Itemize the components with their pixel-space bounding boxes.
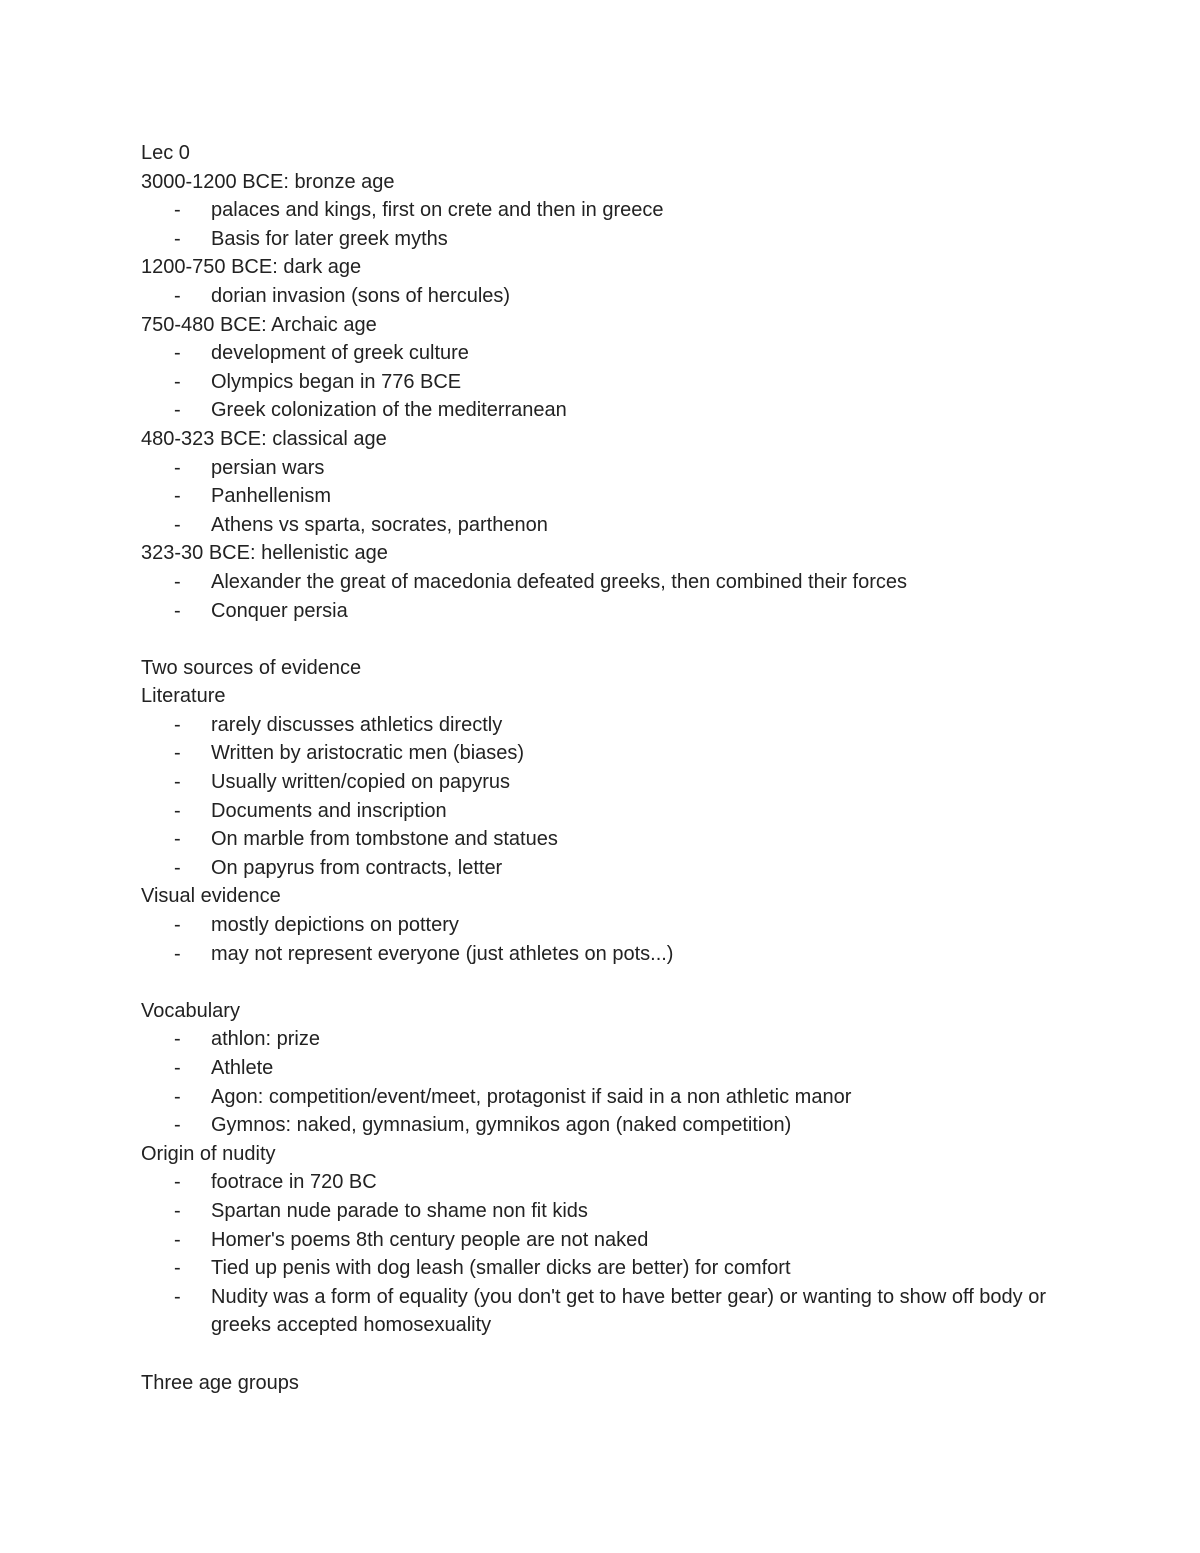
bullet-dash: -: [174, 342, 181, 365]
bullet-text: Olympics began in 776 BCE: [211, 370, 462, 393]
bullet-dash: -: [174, 199, 181, 222]
bullet-dash: -: [174, 1199, 181, 1222]
bullet-text: Alexander the great of macedonia defeated greeks, then combined their forces: [211, 570, 907, 593]
bullet-item: [141, 1025, 1061, 1054]
bullet-text: Spartan nude parade to shame non fit kids: [211, 1199, 588, 1222]
bullet-item: [141, 825, 1061, 854]
bullet-text: Tied up penis with dog leash (smaller dicks are better) for comfort: [211, 1257, 791, 1280]
bullet-item: [141, 1283, 1061, 1340]
bullet-item: [141, 854, 1061, 883]
bullet-item: [141, 454, 1061, 483]
text-line: 1200-750 BCE: dark age: [141, 256, 362, 279]
bullet-text: dorian invasion (sons of hercules): [211, 284, 511, 307]
bullet-item: [141, 511, 1061, 540]
bullet-dash: -: [174, 1028, 181, 1051]
bullet-text: Agon: competition/event/meet, protagonist if said in a non athletic manor: [211, 1085, 852, 1108]
bullet-dash: -: [174, 284, 181, 307]
bullet-dash: -: [174, 513, 181, 536]
bullet-item: [141, 196, 1061, 225]
text-line: 750-480 BCE: Archaic age: [141, 313, 377, 336]
bullet-dash: -: [174, 799, 181, 822]
text-line: Three age groups: [141, 1371, 299, 1394]
text-line: Lec 0: [141, 142, 190, 164]
bullet-item: [141, 339, 1061, 368]
bullet-item: [141, 396, 1061, 425]
bullet-text: Panhellenism: [211, 485, 332, 508]
bullet-text: rarely discusses athletics directly: [211, 713, 503, 736]
bullet-text: footrace in 720 BC: [211, 1171, 377, 1194]
text-line: Origin of nudity: [141, 1142, 276, 1165]
bullet-item: [141, 1111, 1061, 1140]
bullet-dash: -: [174, 1085, 181, 1108]
bullet-dash: -: [174, 713, 181, 736]
bullet-item: [141, 940, 1061, 969]
bullet-text: Nudity was a form of equality (you don't get to have better gear) or wanting to show off body or greeks accepted homosexuality: [211, 1285, 1047, 1337]
text-line: Visual evidence: [141, 885, 281, 908]
text-line: Vocabulary: [141, 999, 240, 1022]
text-line: Literature: [141, 685, 226, 708]
bullet-item: [141, 282, 1061, 311]
bullet-text: On marble from tombstone and statues: [211, 828, 558, 851]
bullet-item: [141, 1168, 1061, 1197]
bullet-item: [141, 911, 1061, 940]
bullet-dash: -: [174, 485, 181, 508]
bullet-dash: -: [174, 227, 181, 250]
bullet-dash: -: [174, 942, 181, 965]
text-line: Two sources of evidence: [141, 656, 362, 679]
bullet-dash: -: [174, 914, 181, 937]
bullet-item: [141, 368, 1061, 397]
bullet-dash: -: [174, 456, 181, 479]
bullet-item: [141, 482, 1061, 511]
bullet-text: Athlete: [211, 1057, 274, 1079]
text-line: 323-30 BCE: hellenistic age: [141, 542, 388, 565]
bullet-dash: -: [174, 370, 181, 393]
bullet-text: Athens vs sparta, socrates, parthenon: [211, 513, 548, 536]
bullet-item: [141, 1197, 1061, 1226]
bullet-item: [141, 568, 1061, 597]
bullet-text: Greek colonization of the mediterranean: [211, 399, 567, 422]
bullet-text: development of greek culture: [211, 342, 469, 365]
bullet-text: mostly depictions on pottery: [211, 914, 459, 937]
bullet-dash: -: [174, 1057, 181, 1079]
bullet-item: [141, 1054, 1061, 1083]
blank-line: [141, 968, 1061, 997]
bullet-item: [141, 1083, 1061, 1112]
bullet-item: [141, 1226, 1061, 1255]
bullet-dash: -: [174, 570, 181, 593]
blank-line: [141, 1340, 1061, 1369]
text-line: 3000-1200 BCE: bronze age: [141, 170, 395, 193]
bullet-dash: -: [174, 1171, 181, 1194]
bullet-text: Conquer persia: [211, 599, 348, 622]
bullet-text: athlon: prize: [211, 1028, 320, 1051]
bullet-text: On papyrus from contracts, letter: [211, 856, 503, 879]
document-body: [141, 139, 1061, 1397]
bullet-dash: -: [174, 1285, 181, 1308]
bullet-dash: -: [174, 856, 181, 879]
bullet-text: Basis for later greek myths: [211, 227, 448, 250]
bullet-dash: -: [174, 1257, 181, 1280]
bullet-text: Written by aristocratic men (biases): [211, 742, 525, 765]
bullet-dash: -: [174, 1228, 181, 1251]
bullet-dash: -: [174, 742, 181, 765]
bullet-text: palaces and kings, first on crete and then in greece: [211, 199, 664, 222]
bullet-text: Gymnos: naked, gymnasium, gymnikos agon (naked competition): [211, 1114, 792, 1137]
bullet-item: [141, 739, 1061, 768]
bullet-dash: -: [174, 599, 181, 622]
bullet-item: [141, 1254, 1061, 1283]
bullet-item: [141, 711, 1061, 740]
bullet-text: may not represent everyone (just athletes on pots...): [211, 942, 674, 965]
bullet-item: [141, 225, 1061, 254]
blank-line: [141, 625, 1061, 654]
bullet-item: [141, 597, 1061, 626]
bullet-dash: -: [174, 1114, 181, 1137]
bullet-text: Documents and inscription: [211, 799, 447, 822]
bullet-dash: -: [174, 771, 181, 794]
bullet-dash: -: [174, 399, 181, 422]
bullet-text: Usually written/copied on papyrus: [211, 771, 511, 794]
bullet-text: Homer's poems 8th century people are not naked: [211, 1228, 649, 1251]
text-line: 480-323 BCE: classical age: [141, 427, 387, 450]
bullet-dash: -: [174, 828, 181, 851]
bullet-item: [141, 768, 1061, 797]
bullet-text: persian wars: [211, 456, 325, 479]
bullet-item: [141, 797, 1061, 826]
